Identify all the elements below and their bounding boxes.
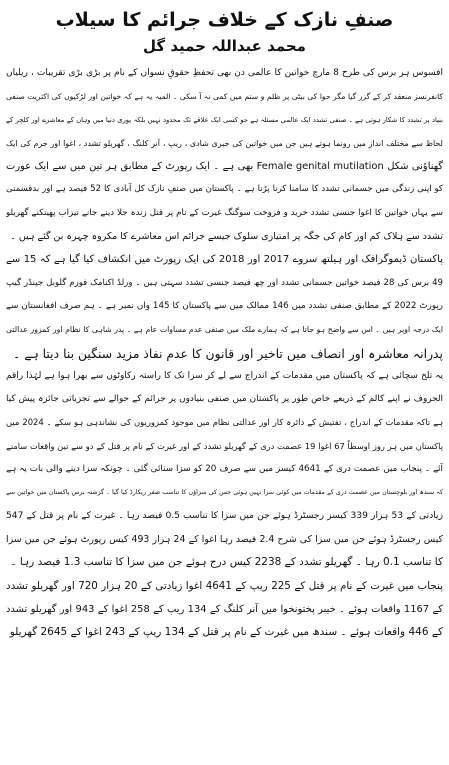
article-line: لحاظ سے مختلف انداز میں رونما ہوتے ہیں جن میں خواتین کی جبری شادی ، ریپ ، آنر کلنگ ، گھریلو تشدد ، اغوا اور جرم کی ایک [6,138,443,148]
article-line: سے یہاں خواتین کا اغوا جنسی تشدد خرید و فروخت سوگنگ غیرت کے نام پر قتل زندہ جلا دینے جانے تیزاب پھینکنے گھریلو [6,207,443,218]
article-line: بنیاد پر تشدد کا شکار ہوتی ہے ۔ صنفی تشدد ایک عالمی مسئلہ ہے جو کسی ایک علاقے تک محدود نہیں بلکہ پوری دنیا میں وہاں کے معاشرے اور کلچر کے [6,115,443,124]
article-line: کے 1167 واقعات ہوئے ۔ خیبر پختونخوا میں آنر کلنگ کے 134 ریپ کے 258 اغوا کے 943 اور گھریلو تشدد [6,603,443,615]
article-line: کیس رجسٹرڈ ہوئے جن میں سزا کی شرح 2.4 فیصد رہا اغوا کے 24 ہزار 493 کیس رپورٹ ہوئے جن میں سزا [6,533,443,545]
article-line: پاکستان میں ہر روز اوسطاً 67 اغوا 19 عصمت دری کے گھریلو تشدد کے اور غیرت کے نام پر قتل کے دو سے تین واقعات سامنے [6,440,443,451]
article-line: کانفرنسز منعقد کر کے گزر گیا مگر حوا کی بیٹی پر ظلم و ستم میں کمی نہ آ سکی ۔ المیہ یہ ہے کہ خواتین اور لڑکیوں کی اکثریت صنفی [6,92,443,102]
article-line: رپورٹ 2022 کے مطابق صنفی تشدد میں 146 ممالک میں سے پاکستان کا 145 واں نمبر ہے ۔ ہم صرف افغانستان سے [6,300,443,311]
article-paragraph [6,365,443,575]
article-line: کو اپنی زندگی میں جسمانی تشدد کا سامنا کرنا پڑتا ہے ۔ پاکستان میں صنفِ نازک کل آبادی کا 52 فیصد ہے اور بدقسمتی [6,184,443,195]
article-line: کے 446 واقعات ہوئے ۔ سندھ میں غیرت کے نام پر قتل کے 134 ریپ کے 243 اغوا کے 2645 گھریلو [9,626,443,639]
article-line: ایک درجہ اوپر ہیں ۔ اس سے واضح ہو جاتا ہے کہ ہمارے ملک میں صنفی عدم مساوات عام ہے ۔ پدر شاہی کا نظام اور کمزور عدالتی [6,325,443,335]
article-line: تشدد سے ہلاک کم اور کام کی جگہ پر امتیازی سلوک جیسے جرائم اس معاشرے کا مکروہ چہرہ بن گئے ہیں ۔ [10,231,443,243]
article-line: پدرانہ معاشرہ اور انصاف میں تاخیر اور قانون کا عدم نفاذ مزید سنگین بنا دیتا ہے ۔ [13,345,443,361]
article-line: پاکستان ڈیموگرافک اور ہیلتھ سروے 2017 اور 2018 کی ایک رپورٹ میں انکشاف کیا گیا ہے کہ 15 سے [6,254,443,266]
article-paragraph [6,62,443,248]
article-line: زیادتی کے 53 ہزار 339 کیسز رجسٹرڈ ہوئے جن میں سزا کا تناسب 0.5 فیصد رہا ۔ غیرت کے نام پر قتل کے 547 [6,510,443,521]
article-line: ہے تاکہ مقدمات کے اندراج ، تفتیش کے دائرہ کار اور عدالتی نظام میں موجود کمزوریوں کی نشاندہی ہو سکے ۔ 2024 میں [6,417,443,428]
article-line: کا تناسب 0.1 رہا ۔ گھریلو تشدد کے 2238 کیس درج ہوئے جن میں سزا کا تناسب 1.3 فیصد رہا ۔ [10,556,443,569]
article-paragraph [6,248,443,364]
article-line: یہ تلخ سچائی ہے کہ پاکستان میں مقدمات کے اندراج سے لے کر سزا تک کا راستہ رکاوٹوں سے بھرا ہوا ہے لہٰذا راقم [6,370,443,381]
article-line: 49 برس کی 28 فیصد خواتین جسمانی تشدد اور چھ فیصد جنسی تشدد سہتی ہیں ۔ ورلڈ اکنامک فورم گلوبل جینڈر گیپ [6,277,443,288]
article-paragraph [6,575,443,645]
article-author: محمد عبداللہ حمید گل [143,37,306,55]
article-line: الحروف نے اپنے کالم کے ذریعے خاص طور پر پاکستان میں صنفی بنیادوں پر جرائم کے حوالے سے تجزیاتی جائزہ پیش کیا [6,394,443,405]
article-line: پنجاب میں غیرت کے نام پر قتل کے 225 ریپ کے 4641 اغوا زیادتی کے 20 ہزار 720 اور گھریلو تشدد [6,579,443,592]
article-title: صنفِ نازک کے خلاف جرائم کا سیلاب [55,9,394,31]
article-line: افسوس ہر برس کی طرح 8 مارچ خواتین کا عالمی دن بھی تحفظِ حقوقِ نسواں کے نام پر بڑی بڑی تقریبات ، ریلیاں [6,68,443,78]
article-line: آئے ۔ پنجاب میں عصمت دری کے 4641 کیسز میں سے صرف 20 کو سزا سنائی گئی ۔ چونکہ سزا دینے والی بات یہ ہے [6,464,443,475]
article-line: کہ سندھ اور بلوچستان میں عصمت دری کے مقدمات میں کوئی سزا نہیں ہوئی جس کی سزاؤں کا تناسب صفر ریکارڈ کیا گیا ۔ گزشتہ برس پاکستان میں خواتین سے [6,489,443,497]
article-line: گھناؤنی شکل Female genital mutilation بھی ہے ۔ ایک رپورٹ کے مطابق ہر تین میں سے ایک عورت [6,161,443,173]
article-body [6,62,443,644]
